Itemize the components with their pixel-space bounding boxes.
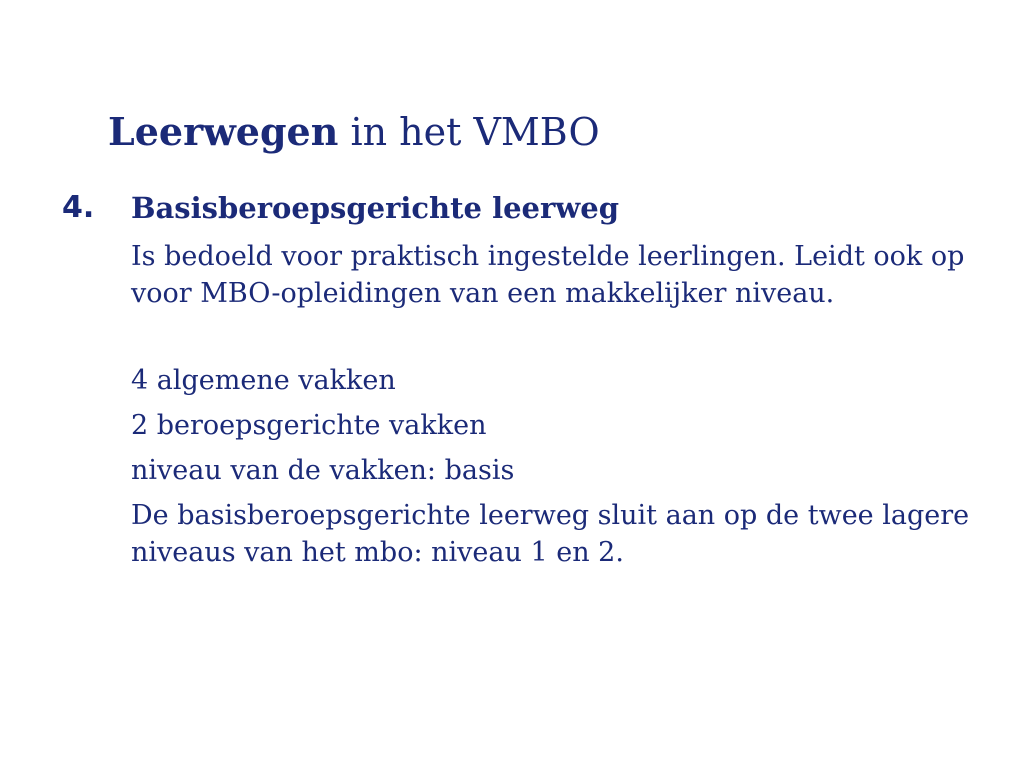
slide-title <box>108 104 600 160</box>
slide-title-rest: in het VMBO <box>338 110 600 154</box>
slide-title-strong: Leerwegen <box>108 109 339 154</box>
list-item-body <box>131 238 1011 579</box>
body-line-subject-level: niveau van de vakken: basis <box>131 455 515 486</box>
list-item-heading: Basisberoepsgerichte leerweg <box>131 191 619 225</box>
body-line-mbo-connection: De basisberoepsgerichte leerweg sluit aan op de twee lagere niveaus van het mbo: niveau 1 en 2. <box>131 500 970 568</box>
body-line-vocational-subjects: 2 beroepsgerichte vakken <box>131 410 487 441</box>
intro-paragraph: Is bedoeld voor praktisch ingestelde leerlingen. Leidt ook op voor MBO-opleidingen van een makkelijker niveau. <box>131 241 965 309</box>
body-line-general-subjects: 4 algemene vakken <box>131 365 396 396</box>
list-item-number: 4. <box>62 190 95 225</box>
